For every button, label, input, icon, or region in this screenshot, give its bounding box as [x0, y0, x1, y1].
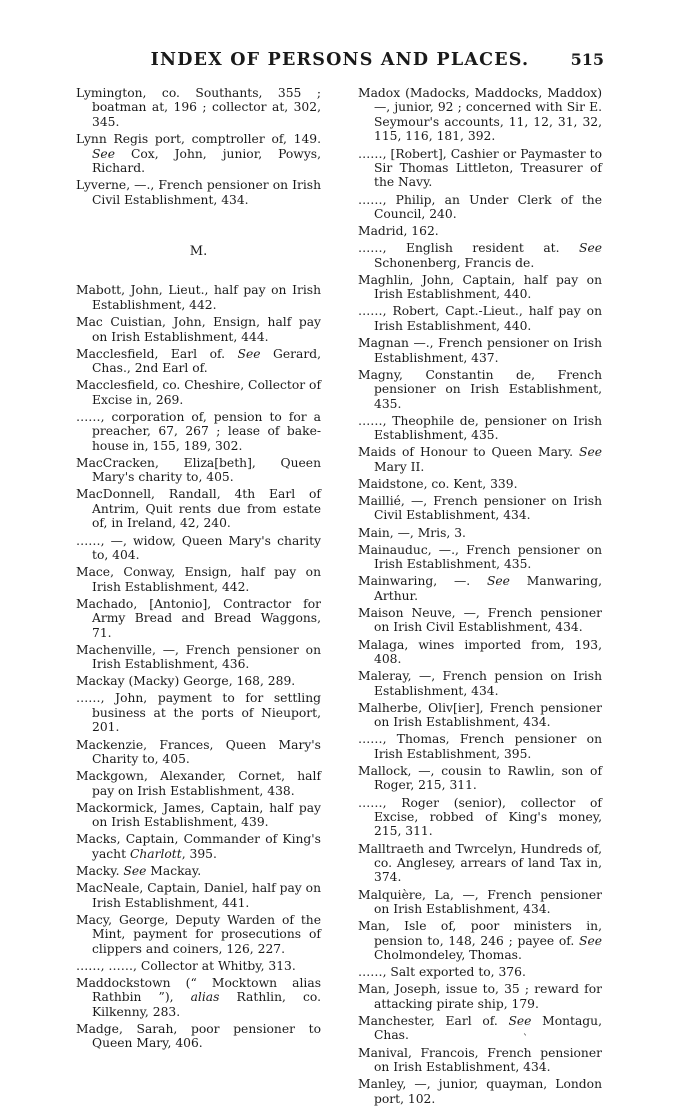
- index-entry: [76, 832, 321, 861]
- entry-text: Lyverne, —., French pensioner on Irish Civil Establishment, 434.: [76, 178, 321, 207]
- index-entry: [76, 487, 321, 530]
- entry-text: Mackay.: [146, 863, 202, 878]
- index-entry: [76, 976, 321, 1019]
- entry-text: Madox (Madocks, Maddocks, Maddox) —, junior, 92 ; concerned with Sir E. Seymour's accounts, 11, 12, 31, 32, 115, 116, 181, 392.: [358, 86, 602, 144]
- entry-text: ……, —, widow, Queen Mary's charity to, 404.: [76, 533, 321, 562]
- entry-text: Manwaring, Arthur.: [374, 574, 602, 603]
- entry-text: Macky.: [76, 863, 124, 878]
- entry-text: Mackgown, Alexander, Cornet, half pay on Irish Establishment, 438.: [76, 769, 321, 798]
- index-entry: [358, 638, 602, 667]
- entry-text: Maids of Honour to Queen Mary.: [358, 445, 580, 460]
- index-entry: [358, 919, 602, 962]
- entry-text: Magnan —., French pensioner on Irish Establishment, 437.: [358, 336, 602, 365]
- entry-text: Manival, Francois, French pensioner on Irish Establishment, 434.: [358, 1045, 602, 1075]
- entry-text: Maison Neuve, —, French pensioner on Irish Civil Establishment, 434.: [358, 605, 602, 635]
- index-entry: [76, 643, 321, 672]
- page-header: [76, 50, 604, 74]
- entry-text: Malaga, wines imported from, 193, 408.: [358, 637, 602, 666]
- index-entry: [358, 368, 602, 411]
- entry-text: ……, [Robert], Cashier or Paymaster to Sir Thomas Littleton, Treasurer of the Navy.: [358, 146, 602, 190]
- right-column: [358, 86, 602, 1109]
- index-entry: [358, 764, 602, 793]
- entry-text: Manley, —, junior, quayman, London port, 102.: [358, 1077, 602, 1106]
- index-entry: [76, 881, 321, 910]
- index-entry: [76, 410, 321, 453]
- index-entry: [358, 842, 602, 885]
- entry-text: ……, John, payment to for settling business at the ports of Nieuport, 201.: [76, 691, 321, 735]
- entry-text: Man, Isle of, poor ministers in, pension to, 148, 246 ; payee of.: [358, 919, 602, 948]
- index-entry: [358, 732, 602, 761]
- entry-text: ……, Salt exported to, 376.: [358, 965, 526, 980]
- index-entry: [358, 965, 602, 979]
- entry-text: ……, Philip, an Under Clerk of the Council, 240.: [358, 192, 602, 221]
- entry-text: ……, Thomas, French pensioner on Irish Establishment, 395.: [358, 732, 602, 761]
- index-entry: [76, 769, 321, 798]
- index-entry: [358, 701, 602, 730]
- index-entry: [76, 178, 321, 207]
- entry-text: Lynn Regis port, comptroller of, 149.: [76, 132, 321, 147]
- index-entry: [76, 674, 321, 688]
- italic-text: Charlott: [129, 846, 182, 861]
- entry-text: Mabott, John, Lieut., half pay on Irish Establishment, 442.: [76, 283, 321, 312]
- entry-text: ……, English resident at.: [358, 241, 580, 256]
- index-entry: [358, 1077, 602, 1106]
- index-entry: [358, 888, 602, 917]
- index-entry: [358, 304, 602, 333]
- entry-text: Cholmondeley, Thomas.: [374, 948, 522, 963]
- entry-text: Maleray, —, French pension on Irish Establishment, 434.: [358, 669, 602, 698]
- entry-text: Machenville, —, French pensioner on Irish Establishment, 436.: [76, 642, 321, 672]
- index-entry: [358, 526, 602, 540]
- index-entry: [358, 445, 602, 474]
- stray-mark: `: [523, 1034, 528, 1045]
- entry-text: Malquière, La, —, French pensioner on Irish Establishment, 434.: [358, 887, 602, 917]
- entry-text: Malltraeth and Twrcelyn, Hundreds of, co. Anglesey, arrears of land Tax in, 374.: [358, 841, 602, 885]
- entries-before-section: [76, 86, 321, 207]
- entry-text: Cox, John, junior, Powys, Richard.: [92, 146, 321, 175]
- entries-after-section: [76, 283, 321, 1050]
- entry-text: MacDonnell, Randall, 4th Earl of Antrim, Quit rents due from estate of, in Ireland, 42, 240.: [76, 487, 321, 531]
- entry-text: Mary II.: [374, 459, 425, 474]
- entry-text: Mackenzie, Frances, Queen Mary's Charity to, 405.: [76, 737, 321, 766]
- page-title: INDEX OF PERSONS AND PLACES.: [150, 50, 530, 70]
- index-entry: [358, 224, 602, 238]
- index-entry: [76, 913, 321, 956]
- index-entry: [76, 1022, 321, 1051]
- index-entry: [358, 796, 602, 839]
- italic-text: See: [237, 346, 261, 361]
- index-entry: [76, 534, 321, 563]
- index-entry: [76, 347, 321, 376]
- entry-text: ……, Robert, Capt.-Lieut., half pay on Irish Establishment, 440.: [358, 304, 602, 333]
- index-entry: [76, 565, 321, 594]
- section-letter: M.: [189, 244, 208, 259]
- entry-text: Maillié, —, French pensioner on Irish Civil Establishment, 434.: [358, 494, 602, 523]
- entry-text: Schonenberg, Francis de.: [374, 255, 535, 270]
- entry-text: Machado, [Antonio], Contractor for Army Bread and Bread Waggons, 71.: [76, 596, 321, 640]
- entry-text: Macy, George, Deputy Warden of the Mint, payment for prosecutions of clippers and coiners, 126, 227.: [76, 912, 321, 956]
- entry-text: Maidstone, co. Kent, 339.: [358, 476, 518, 491]
- index-entry: [358, 147, 602, 190]
- index-entry: [76, 959, 321, 973]
- index-entry: [76, 456, 321, 485]
- italic-text: alias: [190, 990, 220, 1005]
- entry-text: Mainwaring, —.: [358, 574, 487, 589]
- index-entry: [358, 543, 602, 572]
- index-entry: [76, 864, 321, 878]
- index-entry: [76, 691, 321, 734]
- entry-text: Rathlin, co. Kilkenny, 283.: [92, 990, 321, 1019]
- index-entry: [76, 801, 321, 830]
- index-entry: [358, 273, 602, 302]
- index-entry: [358, 982, 602, 1011]
- right-entries: [358, 86, 602, 1106]
- entry-text: Magny, Constantin de, French pensioner on Irish Establishment, 435.: [358, 367, 602, 411]
- index-entry: [358, 669, 602, 698]
- index-entry: [76, 738, 321, 767]
- entry-text: Macclesfield, co. Cheshire, Collector of Excise in, 269.: [76, 378, 321, 407]
- entry-text: Manchester, Earl of.: [358, 1013, 509, 1028]
- index-entry: [358, 606, 602, 635]
- entry-text: Macclesfield, Earl of.: [76, 346, 238, 361]
- entry-text: Mackay (Macky) George, 168, 289.: [76, 674, 296, 689]
- index-entry: [358, 494, 602, 523]
- index-entry: [76, 86, 321, 129]
- index-entry: [358, 477, 602, 491]
- entry-text: Malherbe, Oliv[ier], French pensioner on Irish Establishment, 434.: [358, 700, 602, 730]
- entry-text: ……, Theophile de, pensioner on Irish Establishment, 435.: [358, 413, 602, 443]
- entry-text: Man, Joseph, issue to, 35 ; reward for attacking pirate ship, 179.: [358, 982, 602, 1011]
- entry-text: Madge, Sarah, poor pensioner to Queen Mary, 406.: [76, 1021, 321, 1051]
- entry-text: Mackormick, James, Captain, half pay on Irish Establishment, 439.: [76, 800, 321, 830]
- entry-text: Montagu, Chas.: [374, 1013, 602, 1043]
- italic-text: See: [486, 574, 510, 589]
- index-entry: [358, 1046, 602, 1075]
- entry-text: MacNeale, Captain, Daniel, half pay on Irish Establishment, 441.: [76, 881, 321, 910]
- entry-text: Mallock, —, cousin to Rawlin, son of Roger, 215, 311.: [358, 763, 602, 793]
- index-entry: [358, 414, 602, 443]
- index-entry: [76, 315, 321, 344]
- italic-text: See: [508, 1013, 532, 1028]
- entry-text: ……, ……, Collector at Whitby, 313.: [76, 958, 296, 973]
- index-entry: [76, 283, 321, 312]
- italic-text: See: [579, 241, 602, 256]
- index-entry: [358, 1014, 602, 1043]
- entry-text: , 395.: [181, 846, 217, 861]
- index-entry: [358, 86, 602, 144]
- entry-text: Main, —, Mris, 3.: [358, 525, 466, 540]
- index-entry: [76, 597, 321, 640]
- entry-text: Gerard, Chas., 2nd Earl of.: [92, 346, 321, 376]
- index-entry: [76, 132, 321, 175]
- entry-text: ……, corporation of, pension to for a preacher, 67, 267 ; lease of bake-house in, 155, 189, 302.: [76, 409, 321, 453]
- page-number: 515: [570, 50, 604, 69]
- index-entry: [76, 378, 321, 407]
- entry-text: Lymington, co. Southants, 355 ; boatman at, 196 ; collector at, 302, 345.: [76, 86, 321, 129]
- italic-text: See: [579, 933, 602, 948]
- index-entry: [358, 241, 602, 270]
- index-entry: [358, 336, 602, 365]
- entry-text: Maghlin, John, Captain, half pay on Irish Establishment, 440.: [358, 272, 602, 302]
- entry-text: MacCracken, Eliza[beth], Queen Mary's charity to, 405.: [76, 455, 321, 485]
- entry-text: ……, Roger (senior), collector of Excise, robbed of King's money, 215, 311.: [358, 795, 602, 839]
- italic-text: See: [123, 863, 147, 878]
- index-entry: [358, 193, 602, 222]
- entry-text: Macks, Captain, Commander of King's yacht: [76, 832, 321, 861]
- italic-text: See: [579, 445, 602, 460]
- entry-text: Maddockstown (“ Mocktown alias Rathbin ”),: [76, 975, 321, 1005]
- left-column: [76, 86, 321, 1053]
- entry-text: Mainauduc, —., French pensioner on Irish Establishment, 435.: [358, 542, 602, 572]
- entry-text: Mac Cuistian, John, Ensign, half pay on Irish Establishment, 444.: [76, 315, 321, 344]
- index-entry: [358, 574, 602, 603]
- entry-text: Mace, Conway, Ensign, half pay on Irish Establishment, 442.: [76, 565, 321, 594]
- italic-text: See: [92, 146, 115, 161]
- entry-text: Madrid, 162.: [358, 224, 439, 239]
